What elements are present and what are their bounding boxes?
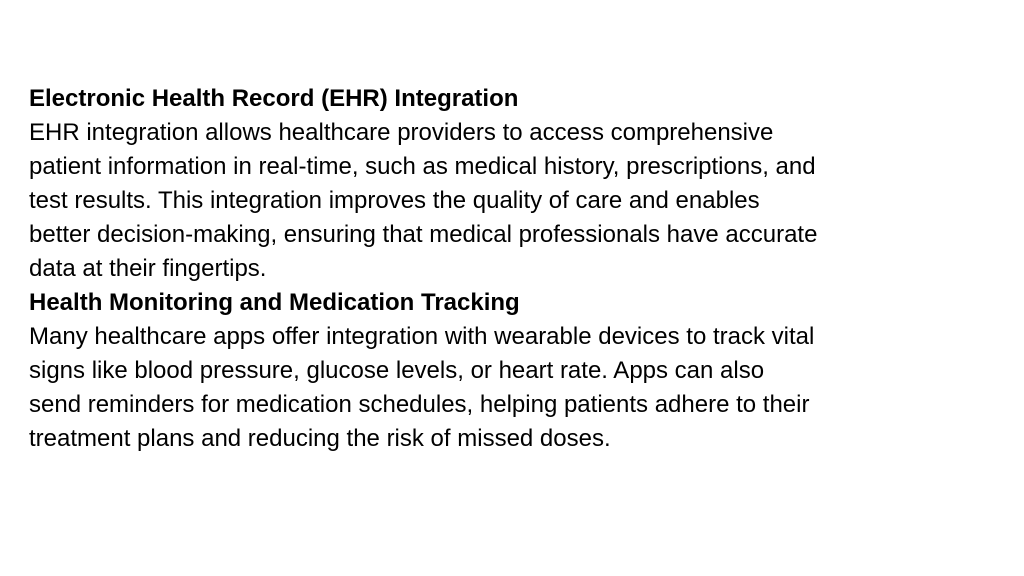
section-health-monitoring xyxy=(29,286,1004,456)
paragraph-line: treatment plans and reducing the risk of missed doses. xyxy=(29,425,611,452)
section-paragraph xyxy=(29,320,1004,456)
paragraph-line: send reminders for medication schedules, helping patients adhere to their xyxy=(29,391,810,418)
paragraph-line: test results. This integration improves the quality of care and enables xyxy=(29,187,760,214)
section-heading: Electronic Health Record (EHR) Integration xyxy=(29,85,519,112)
section-ehr-integration xyxy=(29,82,1004,286)
section-paragraph xyxy=(29,116,1004,286)
paragraph-line: Many healthcare apps offer integration with wearable devices to track vital xyxy=(29,323,815,350)
paragraph-line: better decision-making, ensuring that medical professionals have accurate xyxy=(29,221,818,248)
paragraph-line: signs like blood pressure, glucose levels, or heart rate. Apps can also xyxy=(29,357,765,384)
paragraph-line: data at their fingertips. xyxy=(29,255,267,282)
slide-content xyxy=(29,82,1004,456)
section-heading: Health Monitoring and Medication Tracking xyxy=(29,289,520,316)
paragraph-line: patient information in real-time, such as medical history, prescriptions, and xyxy=(29,153,816,180)
paragraph-line: EHR integration allows healthcare providers to access comprehensive xyxy=(29,119,774,146)
